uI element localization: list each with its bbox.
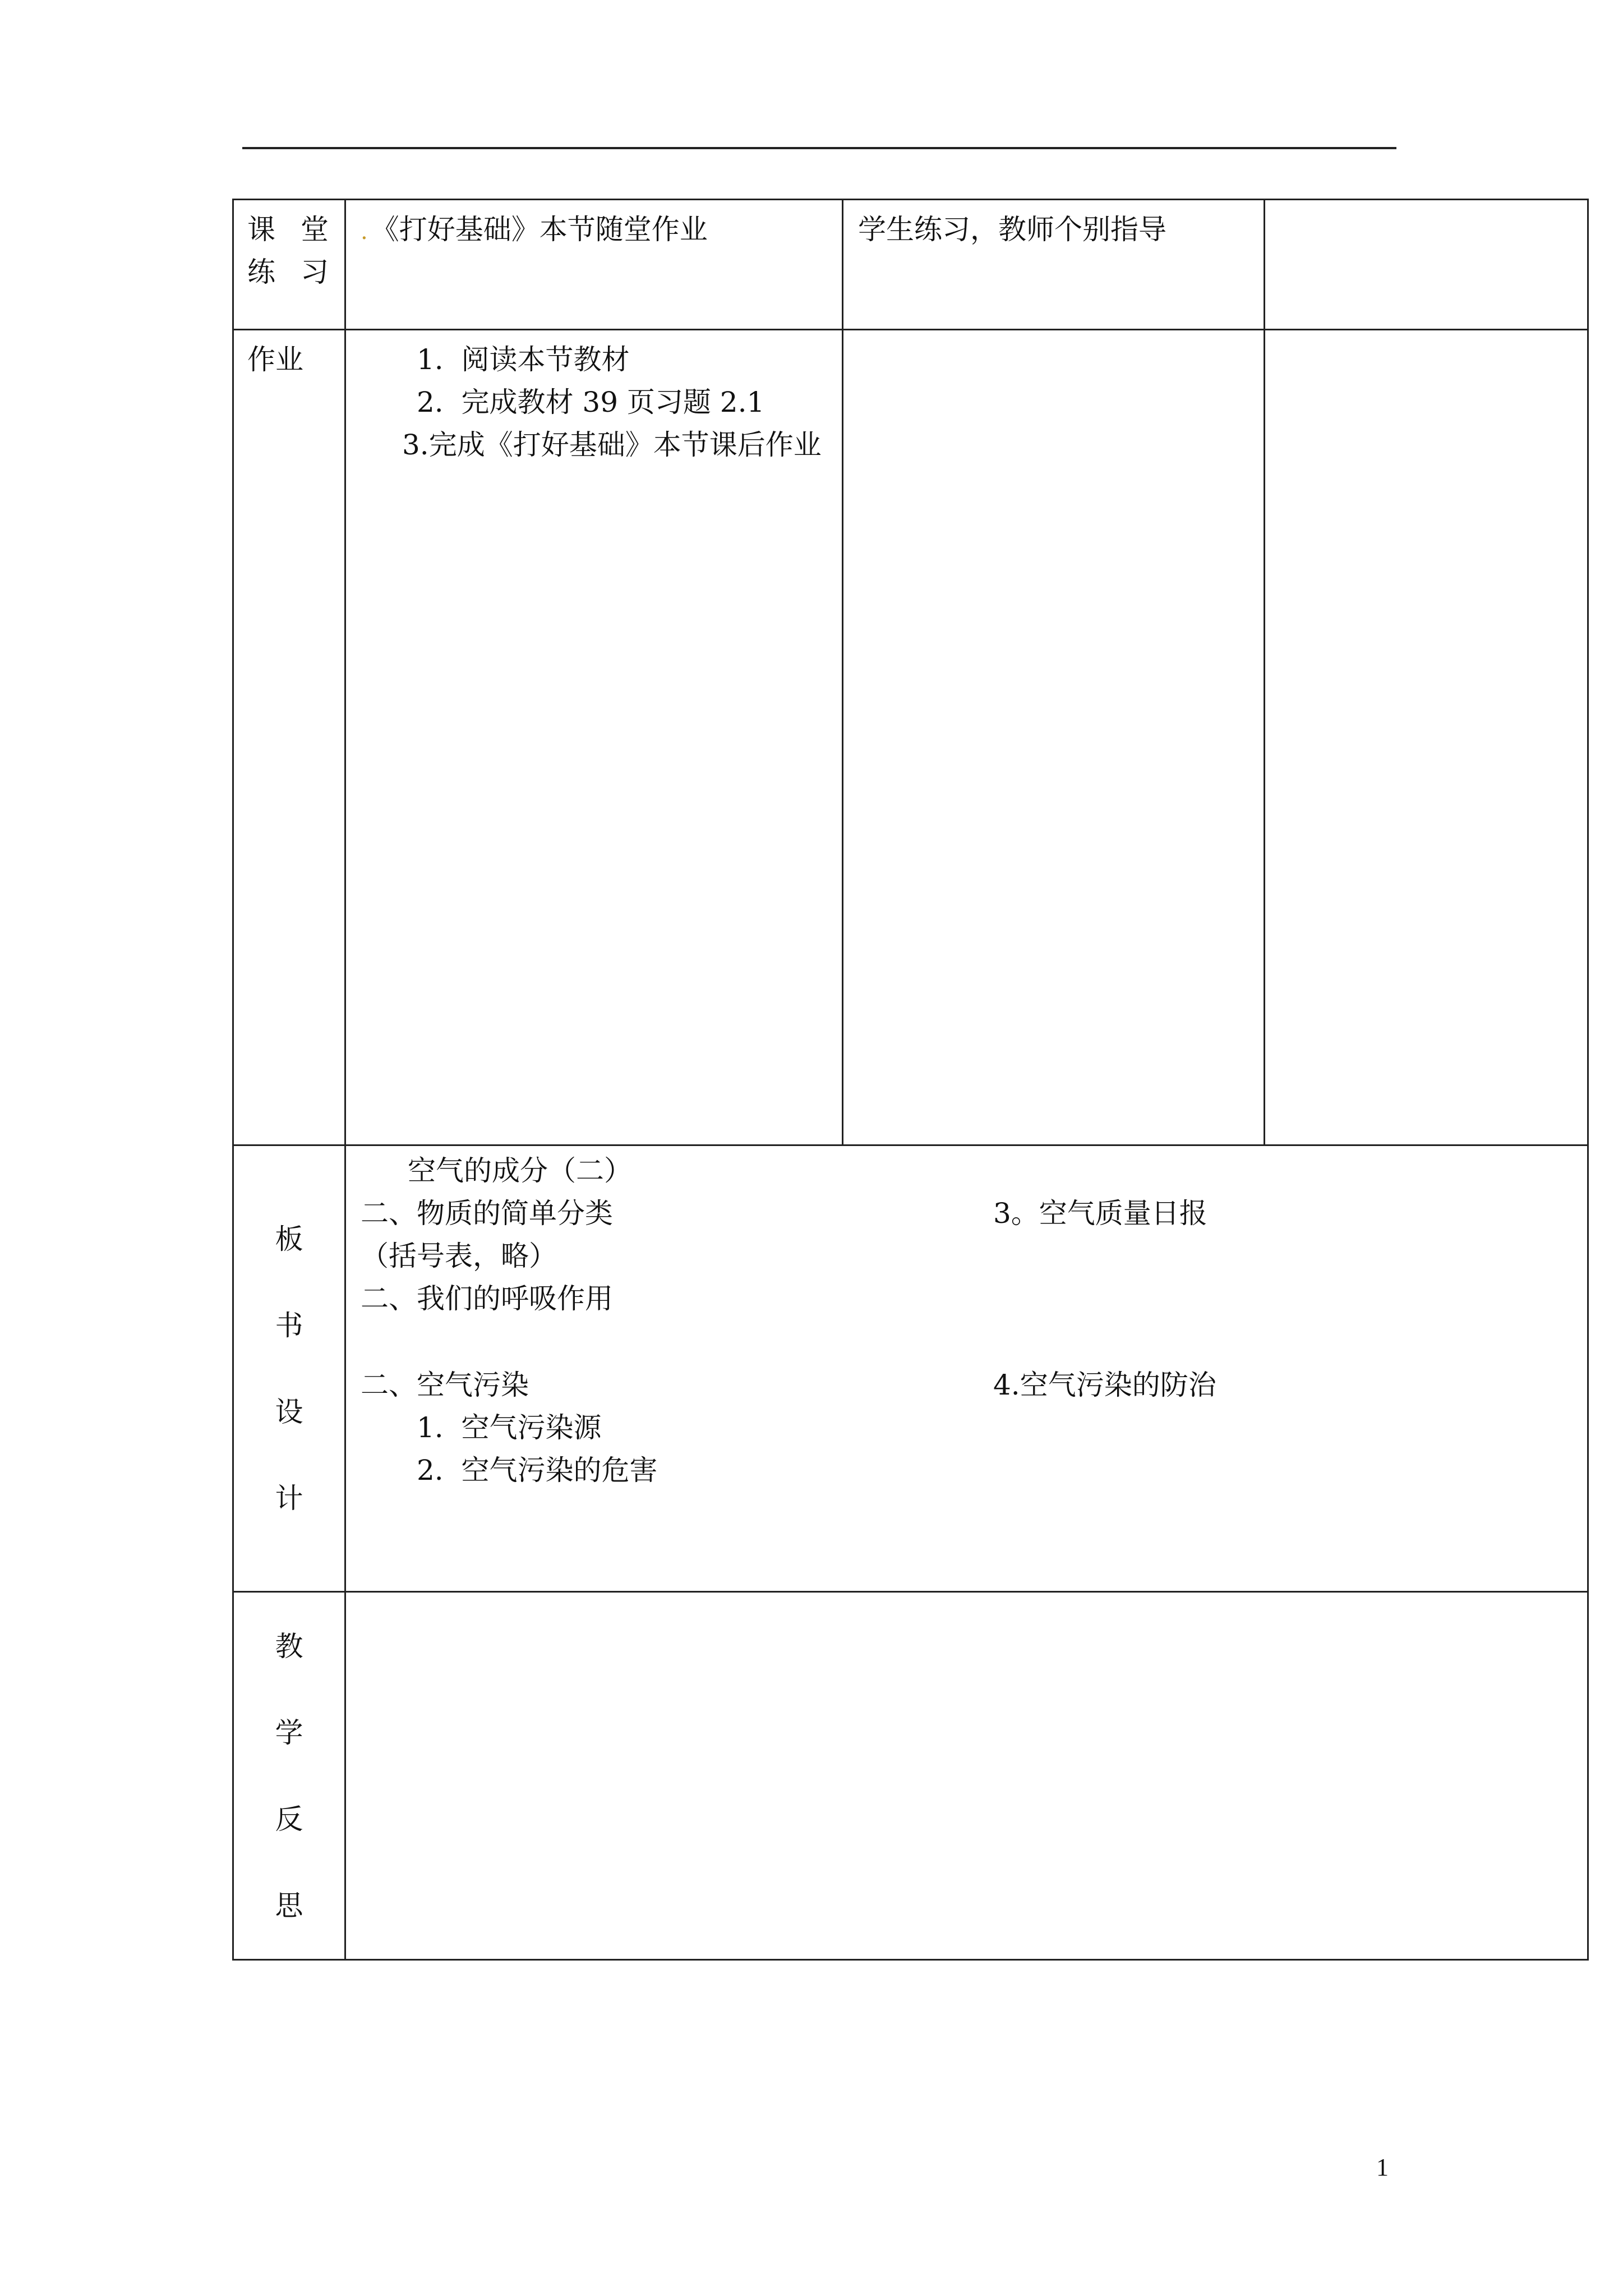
reflection-cell — [345, 1592, 1588, 1960]
label-char: 堂 — [301, 213, 329, 246]
board-line: 3。空气质量日报 — [993, 1197, 1207, 1230]
homework-content-cell — [345, 330, 843, 1145]
homework-item: 2. 完成教材 39 页习题 2.1 — [417, 386, 765, 418]
board-line: （括号表，略） — [361, 1240, 557, 1272]
label-homework — [233, 330, 345, 1145]
practice-activity: 学生练习，教师个别指导 — [858, 213, 1166, 246]
label-char: 课 — [247, 213, 275, 246]
header-rule — [242, 147, 1396, 149]
label-char: 练 — [247, 256, 275, 288]
board-design-cell — [345, 1145, 1588, 1592]
row-reflection — [233, 1592, 1588, 1960]
homework-activity-cell — [843, 330, 1265, 1145]
label-char: 学 — [275, 1716, 303, 1749]
lesson-plan-table — [232, 199, 1589, 1961]
practice-content: 《打好基础》本节随堂作业 — [371, 213, 708, 246]
row-practice — [233, 200, 1588, 330]
board-title: 空气的成分（二） — [408, 1154, 632, 1187]
homework-item: 1. 阅读本节教材 — [417, 343, 630, 376]
row-homework — [233, 330, 1588, 1145]
label-board-design — [233, 1145, 345, 1592]
practice-activity-cell — [843, 200, 1265, 330]
label-char: 习 — [301, 256, 329, 288]
bullet-dot-icon: . — [361, 219, 368, 245]
label-char: 反 — [275, 1802, 303, 1835]
label-char: 计 — [275, 1481, 303, 1515]
board-line: 二、物质的简单分类 — [361, 1197, 613, 1230]
homework-item: 3.完成《打好基础》本节课后作业 — [402, 429, 822, 461]
page-number: 1 — [1376, 2154, 1389, 2181]
practice-content-cell — [345, 200, 843, 330]
board-line: 2. 空气污染的危害 — [417, 1454, 658, 1487]
label-char: 板 — [275, 1222, 303, 1255]
board-line: 二、空气污染 — [361, 1369, 529, 1401]
practice-empty-cell — [1265, 200, 1588, 330]
board-line: 二、我们的呼吸作用 — [361, 1282, 613, 1315]
board-line: 4.空气污染的防治 — [993, 1369, 1216, 1401]
label-char: 教 — [275, 1630, 303, 1663]
homework-empty-cell — [1265, 330, 1588, 1145]
row-board-design — [233, 1145, 1588, 1592]
label-char: 思 — [275, 1889, 303, 1922]
board-line: 1. 空气污染源 — [417, 1411, 602, 1444]
homework-label: 作业 — [247, 343, 303, 376]
label-char: 书 — [275, 1309, 303, 1342]
label-reflection — [233, 1592, 345, 1960]
label-practice — [233, 200, 345, 330]
label-char: 设 — [275, 1395, 303, 1428]
